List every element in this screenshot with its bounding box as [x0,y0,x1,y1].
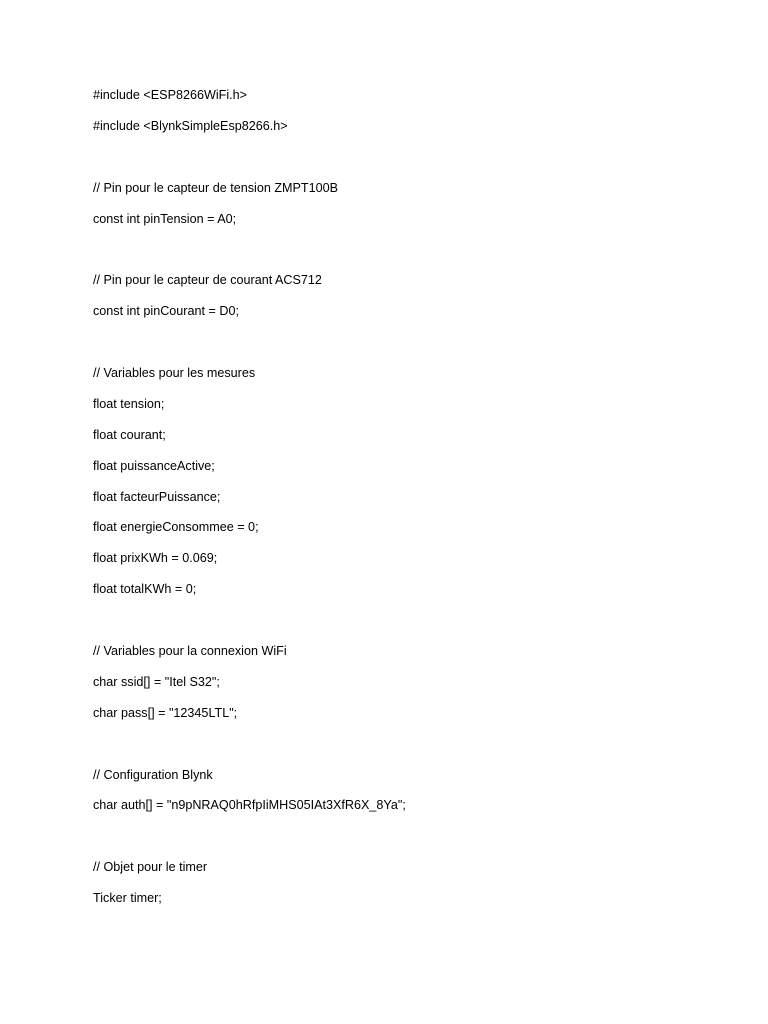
password-line: char pass[] = "12345LTL"; [93,705,238,720]
tension-variable-line: float tension; [93,396,165,411]
courant-variable-line: float courant; [93,427,166,442]
measures-comment: // Variables pour les mesures [93,366,256,381]
include-wifi-line: #include <ESP8266WiFi.h> [93,88,248,102]
price-kwh-variable-line: float prixKWh = 0.069; [93,551,218,566]
ticker-line: Ticker timer; [93,891,162,906]
blank-line [93,827,713,858]
blank-line [93,735,713,766]
tension-pin-line: const int pinTension = A0; [93,211,237,226]
blank-line [93,148,713,179]
power-factor-variable-line: float facteurPuissance; [93,489,221,504]
ssid-line: char ssid[] = "Itel S32"; [93,674,220,689]
tension-sensor-comment: // Pin pour le capteur de tension ZMPT100B [93,180,339,195]
blank-line [93,611,713,642]
current-pin-line: const int pinCourant = D0; [93,304,239,319]
blank-line [93,333,713,364]
include-blynk-line: #include <BlynkSimpleEsp8266.h> [93,118,288,133]
timer-comment: // Objet pour le timer [93,860,208,875]
current-sensor-comment: // Pin pour le capteur de courant ACS712 [93,273,322,288]
code-listing [93,86,713,920]
active-power-variable-line: float puissanceActive; [93,458,215,473]
energy-variable-line: float energieConsommee = 0; [93,520,259,535]
wifi-comment: // Variables pour la connexion WiFi [93,644,287,659]
total-kwh-variable-line: float totalKWh = 0; [93,582,197,597]
blank-line [93,240,713,271]
blynk-config-comment: // Configuration Blynk [93,767,213,782]
auth-token-line: char auth[] = "n9pNRAQ0hRfpIiMHS05IAt3XfR6X_8Ya"; [93,798,406,813]
